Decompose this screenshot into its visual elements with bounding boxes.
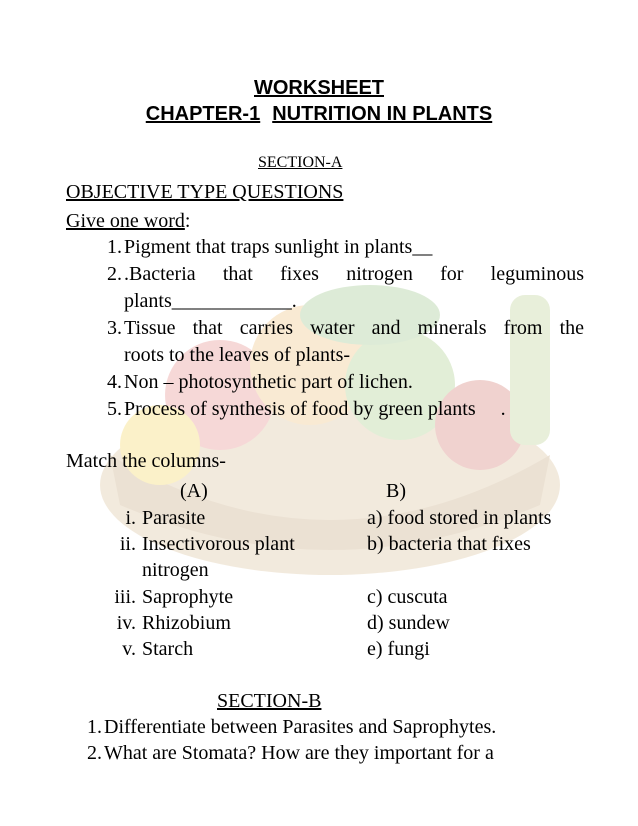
- chapter-label: CHAPTER-1: [145, 103, 261, 125]
- column-a-heading: (A): [180, 480, 208, 502]
- section-a-heading: SECTION-A: [258, 154, 343, 171]
- section-b-heading: SECTION-B: [217, 690, 322, 712]
- give-one-word-heading: Give one word:: [66, 210, 191, 232]
- chapter-name: NUTRITION IN PLANTS: [272, 103, 493, 125]
- objective-heading: OBJECTIVE TYPE QUESTIONS: [66, 181, 344, 203]
- chapter-heading: [0, 103, 638, 126]
- column-b-heading: B): [386, 480, 406, 502]
- match-columns-heading: Match the columns-: [66, 450, 226, 472]
- worksheet-title: WORKSHEET: [254, 77, 384, 99]
